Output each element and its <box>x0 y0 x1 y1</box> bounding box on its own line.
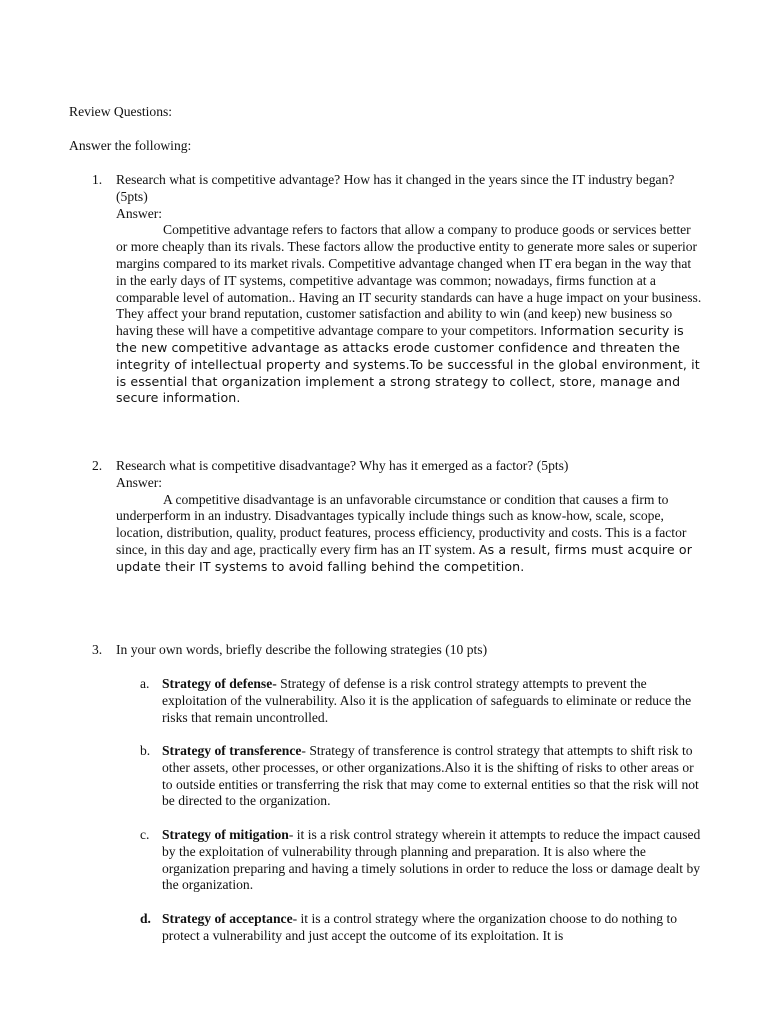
page-heading: Review Questions: <box>69 104 173 119</box>
instruction-text: Answer the following: <box>69 138 192 153</box>
question-1-number: 1. <box>92 172 103 187</box>
question-3-text: In your own words, briefly describe the following strategies (10 pts) <box>116 642 488 657</box>
strategy-a-title: Strategy of defense- <box>162 676 277 691</box>
question-1-answer-label: Answer: <box>116 205 163 221</box>
strategy-b <box>162 743 707 810</box>
strategy-b-title: Strategy of transference <box>162 743 302 758</box>
question-1-answer-sans: Information security is the new competitive advantage as attacks erode customer confidence and threaten the integrity of intellectual property and systems.To be successful in the global environment, it is essential that organization implement a strong strategy to collect, store, manage and secure information. <box>116 323 700 406</box>
strategy-b-letter: b. <box>140 743 151 758</box>
strategy-a-letter: a. <box>140 676 150 691</box>
question-2-text: Research what is competitive disadvantage? Why has it emerged as a factor? (5pts) <box>116 458 569 473</box>
strategy-c <box>162 827 707 894</box>
question-2-answer-paragraph <box>116 492 704 576</box>
strategy-c-text: - it is a risk control strategy wherein it attempts to reduce the impact caused by the exploitation of vulnerability through planning and preparation. It is also where the organization preparing and having a timely solutions in order to reduce the loss or damage dealt by the organization. <box>162 827 701 893</box>
strategy-d <box>162 911 707 945</box>
question-1-answer-serif: Competitive advantage refers to factors that allow a company to produce goods or services better or more cheaply than its rivals. These factors allow the productive entity to generate more sales or superior margins compared to its market rivals. Competitive advantage changed when IT era began in the way that in the early days of IT systems, competitive advantage was common; nowadays, firms function at a comparable level of automation.. Having an IT security standards can have a huge impact on your business. They affect your brand reputation, customer satisfaction and ability to win (and keep) new business so having these will have a competitive advantage compare to your competitors. <box>116 222 702 339</box>
question-2-answer-sans: As a result, firms must acquire or update their IT systems to avoid falling behind the competition. <box>116 541 692 574</box>
strategy-d-letter: d. <box>140 911 151 926</box>
question-2-answer-label: Answer: <box>116 474 163 490</box>
question-3-number: 3. <box>92 642 103 657</box>
strategy-a-text: Strategy of defense is a risk control strategy attempts to prevent the exploitation of the vulnerability. Also it is the application of safeguards to eliminate or reduce the risks that remain uncontrolled. <box>162 676 692 725</box>
strategy-d-title: Strategy of acceptance <box>162 911 293 926</box>
question-2 <box>116 458 706 576</box>
question-1-text: Research what is competitive advantage? How has it changed in the years since the IT industry began? (5pts) <box>116 172 675 204</box>
strategy-d-text: - it is a control strategy where the organization choose to do nothing to protect a vulnerability and just accept the outcome of its exploitation. It is <box>162 911 678 943</box>
question-1 <box>116 172 706 407</box>
question-1-answer-paragraph <box>116 222 704 407</box>
strategy-a <box>162 676 707 726</box>
strategy-b-text: - Strategy of transference is control strategy that attempts to shift risk to other assets, other processes, or other organizations.Also it is the shifting of risks to other areas or to outside entities or transferring the risk that may come to external entities so that the risk will not be directed to the organization. <box>162 743 699 809</box>
strategy-c-letter: c. <box>140 827 150 842</box>
question-2-number: 2. <box>92 458 103 473</box>
question-2-answer-serif: A competitive disadvantage is an unfavorable circumstance or condition that causes a firm to underperform in an industry. Disadvantages typically include things such as know-how, scale, scope, location, distribution, quality, product features, process efficiency, productivity and costs. This is a factor since, in this day and age, practically every firm has an IT system. <box>116 491 687 557</box>
strategy-c-title: Strategy of mitigation <box>162 827 289 842</box>
